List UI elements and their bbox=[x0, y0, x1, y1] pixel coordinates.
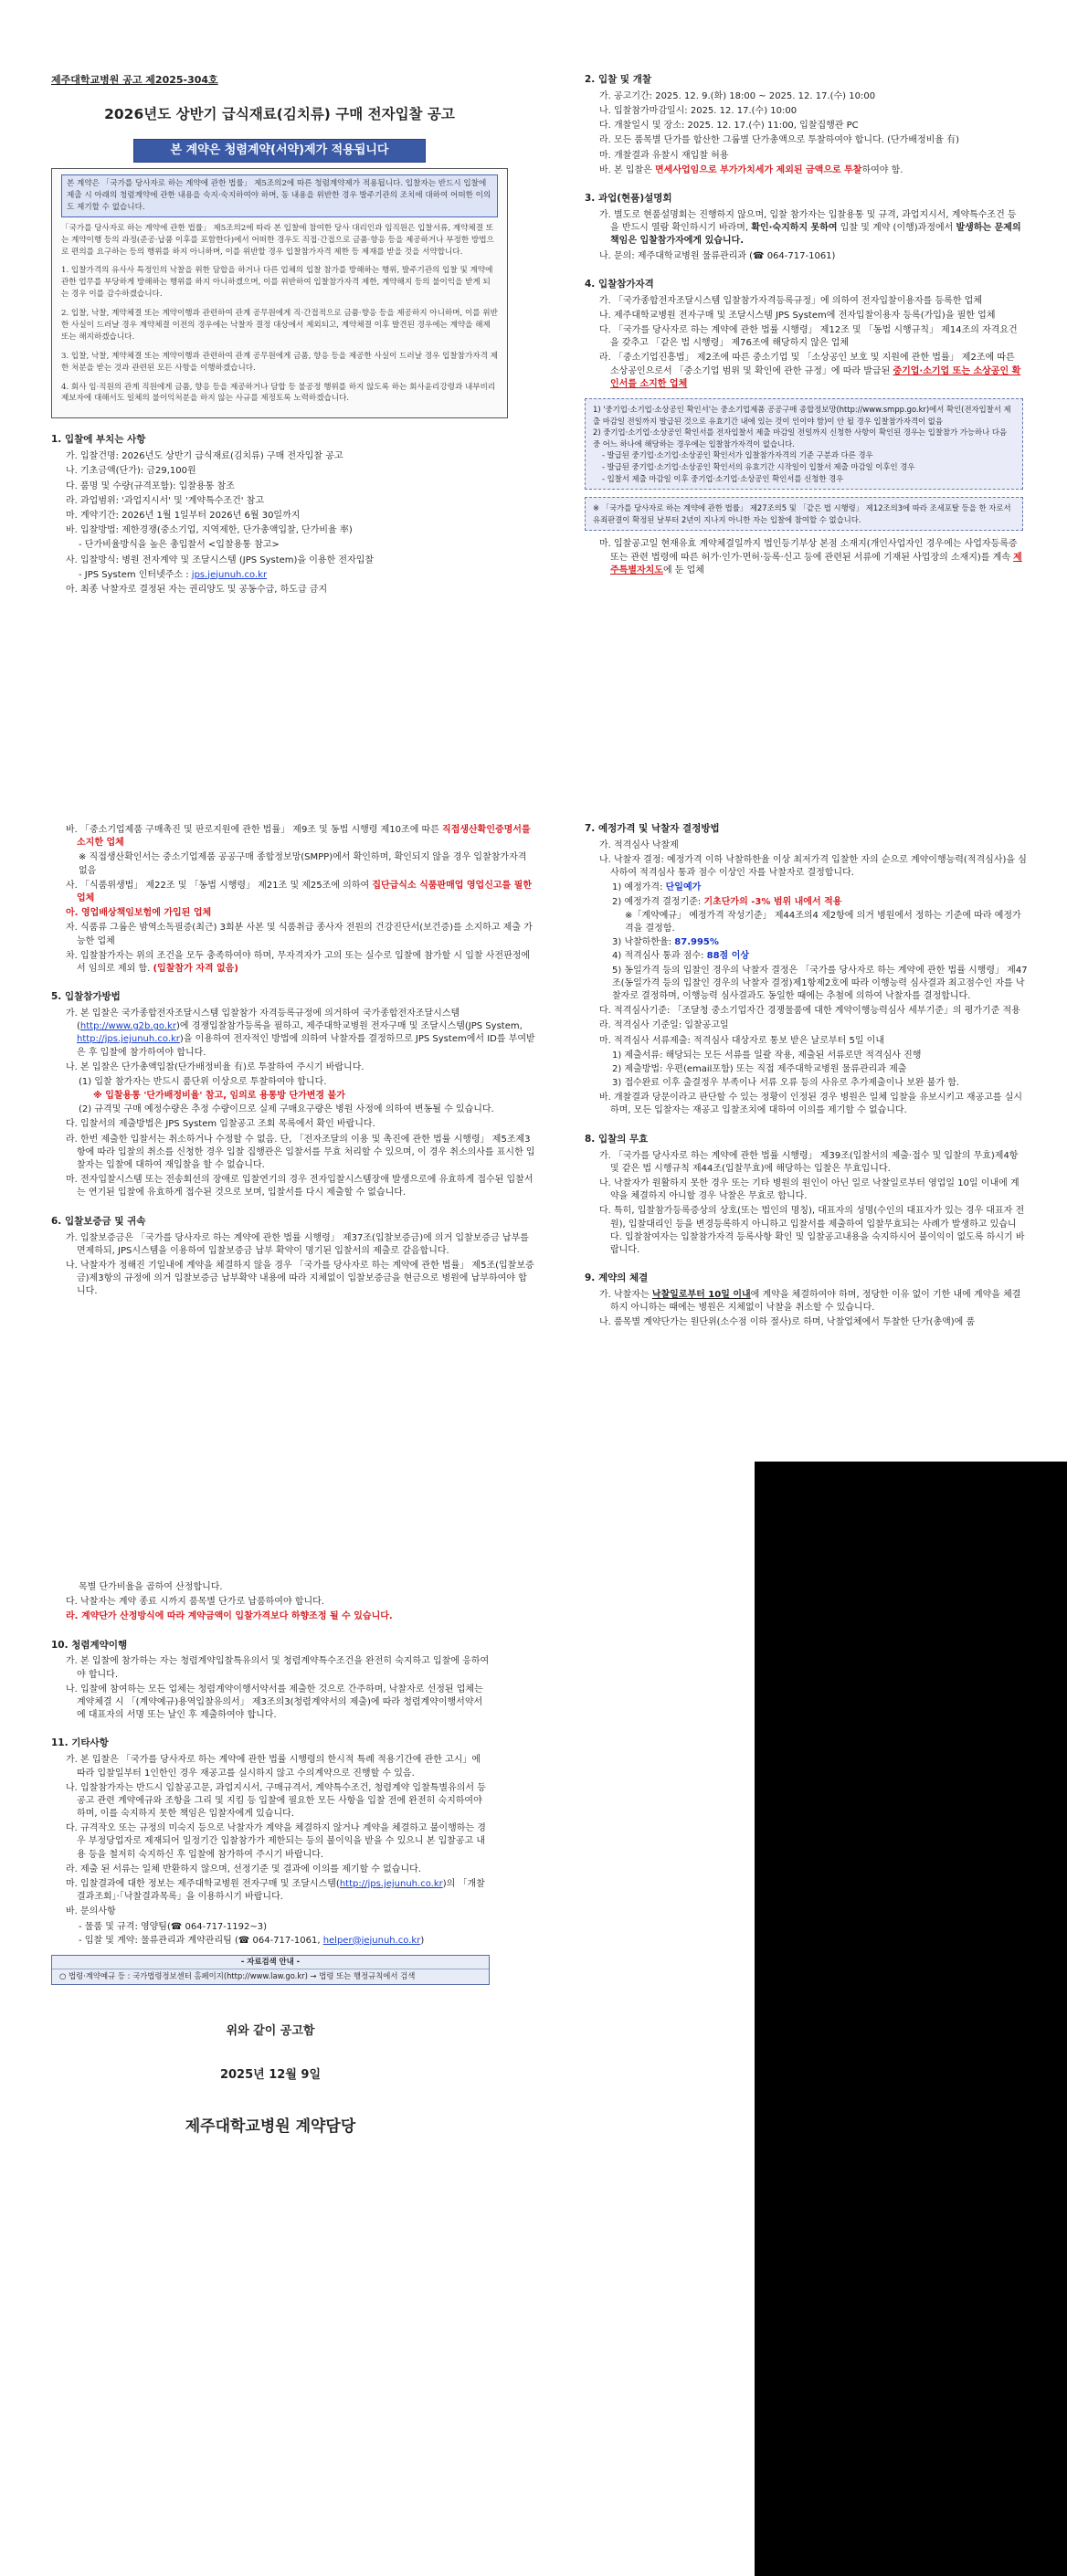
section-title: 4. 입찰참가자격 bbox=[585, 278, 654, 290]
section-title: 3. 과업(현품)설명회 bbox=[585, 193, 672, 205]
intro-para: 1. 입찰가격의 유사사 특정인의 낙찰을 위한 담합을 하거나 다른 업체의 입찰 참가를 방해하는 행위, 발주기관의 입찰 및 계약에 관한 업무를 부당하게 방해하는 행위를 하지 아니하겠으며, 이를 위반하여 입찰참가자격 제한, 계약해지 등의 불이익을 받게 되는 경우 이를 감수하겠습니다. bbox=[61, 266, 493, 300]
note: ※ 직접생산확인서는 중소기업제품 공공구매 종합정보망(SMPP)에서 확인하며, 확인되지 않을 경우 입찰참가자격 없음 bbox=[79, 852, 527, 876]
text-run: 가. 별도로 현품설명회는 진행하지 않으며, 입찰 참가자는 입찰용통 및 규격, 과업지시서, 계약특수조건 등을 반드시 열람 확인하시기 바라며, bbox=[599, 209, 1017, 234]
intro-para: 「국가를 당사자로 하는 계약에 관한 법률」 제5조의2에 따라 본 입찰에 참여한 당사 대리인과 임직원은 입찰서류, 계약체결 또는 계약이행 등의 과정(준공·납품 이후를 포함한다)에서 어떠한 경우도 직접·간접으로 금품·향응 등을 제공하거나 부정한 방법으로 편의를 요구하는 등의 행위를 하지 아니하며, 이를 위반할 경우 입찰참가자격 제한 등 제재를 받을 것을 서약합니다. bbox=[61, 223, 494, 257]
section-title: 9. 계약의 체결 bbox=[585, 1272, 649, 1284]
list-item bbox=[66, 1878, 490, 1904]
text-run-red: 직접생산확인증명서를 소지한 업체 bbox=[77, 825, 531, 849]
tax-evasion-notice-box: ※ 「국가를 당사자로 하는 계약에 관한 법률」 제27조의5 및 「같은 법 시행령」 제12조의3에 따라 조세포탈 등을 한 자로서 유죄판결이 확정된 날부터 2년이 지나지 아니한 자는 입찰에 참여할 수 없습니다. bbox=[585, 497, 1023, 531]
list-item: 마. 적격심사 서류제출: 적격심사 대상자로 통보 받은 날로부터 5일 이내 bbox=[599, 1035, 884, 1046]
intro-para: 3. 입찰, 낙찰, 계약체결 또는 계약이행과 관련하여 관계 공무원에게 금품, 향응 등을 제공한 사실이 드러날 경우 입찰참가자격 제한 처분을 받는 것과 관련된 모든 사항을 이행하겠습니다. bbox=[61, 351, 498, 373]
list-item: 라. 한번 제출한 입찰서는 취소하거나 수정할 수 없음. 단, 「전자조달의 이용 및 촉진에 관한 법률 시행령」 제5조제3항에 따라 입찰의 취소를 신청한 경우 입찰 집행관은 입찰서를 무효 처리할 수 있으며, 이 경우 취소의사를 표시한 입찰자는 입찰에 대하여 재입찰을 할 수 없습니다. bbox=[66, 1134, 535, 1171]
text-run-blue: 단일예가 bbox=[665, 882, 702, 893]
box-line: - 발급된 중기업·소기업·소상공인 확인서의 유효기간 시작일이 입찰서 제출 마감일 이후인 경우 bbox=[602, 461, 915, 471]
intro-para: 4. 회사 임·직원의 관계 직원에게 금품, 향응 등을 제공하거나 담합 등 불공정 행위를 하지 않도록 하는 회사윤리강령과 내부비리 제보자에 대해서도 일체의 불이익처분을 하지 않는 사규를 제정토록 노력하겠습니다. bbox=[61, 382, 496, 404]
text-run-bold: 발생하는 문제의 책임은 입찰참가자에게 있습니다. bbox=[610, 223, 1021, 247]
text-run: - 입찰 및 계약: 물류관리과 계약관리팀 (☎ 064-717-1061, bbox=[79, 1935, 323, 1946]
box-line: 1) '중기업·소기업·소상공인 확인서'는 중소기업제품 공공구매 종합정보망(http://www.smpp.go.kr)에서 확인(전자입찰서 제출 마감일 전일까지 발급된 것으로 유효기간 내에 있는 것이 인이야 함)이 안 될 경우 입찰참가자격이 없음 bbox=[593, 404, 1011, 426]
list-item: 아. 영업배상책임보험에 가입된 업체 bbox=[66, 908, 212, 919]
section-2 bbox=[585, 73, 1023, 177]
list-item: 바. 문의사항 bbox=[66, 1906, 116, 1917]
list-item: 나. 낙찰자가 정해진 기일내에 계약을 체결하지 않을 경우 「국가를 당사자로 하는 계약에 관한 법률」 제5조(입찰보증금)제3항의 규정에 의거 입찰보증금 납부확약 내용에 따라 지체없이 입찰보증금을 현금으로 병원에 납부하여야 합니다. bbox=[66, 1260, 534, 1297]
list-item: 마. 전자입찰시스템 또는 전송회선의 장애로 입찰연기의 경우 전자입찰시스템장애 발생으로에 유효하게 접수된 입찰서는 연기된 입찰에 유효하게 접수된 것으로 보며, 입찰서를 다시 제출할 수 없습니다. bbox=[66, 1175, 534, 1198]
page-1 bbox=[0, 0, 1067, 786]
list-subitem bbox=[612, 950, 1028, 963]
list-item: 가. 「국가를 당사자로 하는 계약에 관한 법률 시행령」 제39조(입찰서의 제출·접수 및 입찰의 무효)제4항 및 같은 법 시행규칙 제44조(입찰무효)에 해당하는 입찰은 무효입니다. bbox=[599, 1150, 1019, 1174]
list-item: 가. 입찰건명: 2026년도 상반기 급식재료(김치류) 구매 전자입찰 공고 bbox=[66, 451, 343, 462]
reference-box-title: - 자료검색 안내 - bbox=[240, 1956, 301, 1966]
email-link[interactable]: helper@jejunuh.co.kr bbox=[322, 1935, 421, 1946]
list-item: 나. 입찰에 참여하는 모든 업체는 청렴계약이행서약서를 제출한 것으로 간주하며, 낙찰자로 선정된 업체는 계약체결 시 「(계약예규)용역입찰유의서」 제3조의3(청렴계약서의 제출)에 따라 청렴계약이행서약서에 대표자의 서명 또는 날인 후 제출하여야 합니다. bbox=[66, 1684, 483, 1721]
list-subitem bbox=[612, 896, 1028, 909]
section-6 bbox=[51, 1215, 535, 1299]
list-item: 나. 입찰참가자는 반드시 입찰공고문, 과업지시서, 구매규격서, 계약특수조건, 청렴계약 입찰특별유의서 등 공고 관련 계약에규와 조항을 그리 및 지킴 등 입찰에 필요한 모든 사항을 입찰 전에 완전히 숙지하여야 하며, 이를 숙지하지 못한 책임은 입찰자에게 있습니다. bbox=[66, 1782, 486, 1820]
list-subitem: 1) 제출서류: 해당되는 모든 서류를 일괄 작용, 제출된 서류로만 적격심사 진행 bbox=[612, 1050, 922, 1061]
list-item: 다. 적격심사기준: 「조달청 중소기업자간 경쟁물품에 대한 계약이행능력심사 세부기준」의 평가기준 적용 bbox=[599, 1006, 1020, 1017]
list-subitem: (2) 규격및 구매 예정수량은 추정 수량이므로 실제 구매요구량은 병원 사정에 의하여 변동될 수 있습니다. bbox=[79, 1104, 494, 1115]
text-run: 하여야 함. bbox=[861, 164, 903, 175]
list-subitem: (1) 입찰 참가자는 반드시 품단위 이상으로 투찰하여야 합니다. bbox=[79, 1076, 327, 1087]
page-1-right-column bbox=[585, 73, 1023, 579]
list-item bbox=[599, 538, 1023, 577]
list-item: 자. 식품류 그룹은 밤역소독필증(최근) 3회분 사본 및 식품취급 종사자 전원의 건강진단서(보건증)를 소지하고 제출 가능한 업체 bbox=[66, 923, 533, 946]
list-item bbox=[66, 880, 535, 905]
notice-id: 제주대학교병원 공고 제2025-304호 bbox=[51, 74, 218, 86]
text-run: 차. 입찰참가자는 위의 조건을 모두 충족하여야 하며, 무자격자가 고의 또는 실수로 입찰에 참가할 시 입찰 사전판정에서 임의로 제외 함. bbox=[66, 950, 531, 974]
text-run: 가. 낙찰자는 bbox=[599, 1289, 652, 1300]
continued-text: 목별 단가비율을 곱하여 산정합니다. bbox=[79, 1582, 223, 1592]
list-item: 가. 입찰보증금은 「국가를 당사자로 하는 계약에 관한 법률 시행령」 제37조(입찰보증금)에 의거 입찰보증금 납부를 면제하되, JPS시스템을 이용하여 입찰보증금 납부 확약이 명기된 입찰서의 제출로 갈음합니다. bbox=[66, 1232, 529, 1256]
list-item: 나. 본 입찰은 단가총액입찰(단가배정비율 有)로 투찰하여 주시기 바랍니다. bbox=[66, 1061, 364, 1072]
contact-line: - 물품 및 규격: 영양팀(☎ 064-717-1192~3) bbox=[79, 1921, 267, 1932]
list-subitem-red: ※ 입찰용통 '단가배정비율' 참고, 임의로 용통방 단가변경 불가 bbox=[93, 1091, 345, 1102]
reference-box-row: ○ 법령·계약예규 등 : 국가법령정보센터 홈페이지(http://www.law.go.kr) → 법령 또는 행정규칙에서 검색 bbox=[52, 1969, 489, 1984]
list-item: 다. 입찰서의 제출방법은 JPS System 입찰공고 조회 목록에서 확인 바랍니다. bbox=[66, 1119, 375, 1130]
text-run-blue: 87.995% bbox=[674, 937, 719, 948]
list-item: 다. 규격작오 또는 규정의 미숙지 등으로 낙찰자가 계약을 체결하지 않거나 계약을 체결하고 불이행하는 경우 부정당업자로 제재되어 일정기간 입찰참가가 제한되는 등의 불이익을 받을 수 있으니 본 입찰공고 내용 등을 철저히 숙지하신 후 입찰에 참가하여 주시기 바랍니다. bbox=[66, 1823, 486, 1860]
section-8 bbox=[585, 1133, 1028, 1257]
list-item: 마. 개찰결과 유찰시 재입찰 허용 bbox=[599, 150, 729, 161]
list-item bbox=[66, 950, 535, 976]
text-run-blue: 88점 이상 bbox=[706, 951, 750, 962]
section-1 bbox=[51, 433, 508, 596]
section-10 bbox=[51, 1639, 490, 1723]
list-subitem: 3) 접수완료 이후 출결정우 부족이나 서류 오류 등의 사유로 추가제출이나 보완 불가 함. bbox=[612, 1078, 960, 1089]
text-run: )에 경쟁입찰참가등록을 필하고, 제주대학교병원 전자구매 및 조달시스템(JPS System, bbox=[175, 1021, 523, 1032]
box-line: - 발급된 중기업·소기업·소상공인 확인서가 입찰참가자격의 기준 구분과 다른 경우 bbox=[602, 450, 873, 460]
text-run: 에 계약을 체결하여야 하며, 정당한 이유 없이 기한 내에 계약을 체결하지 아니하는 때에는 병원은 지체없이 낙찰을 취소할 수 있습니다. bbox=[610, 1289, 1021, 1314]
intro-para: 2. 입찰, 낙찰, 계약체결 또는 계약이행과 관련하여 관계 공무원에게 직·간접적으로 금품·향응 등을 제공하지 아니하며, 이를 위반한 사실이 드러날 경우 계약체결 이전의 경우에는 낙찰자 결정 대상에서 제외되고, 계약체결 이후 발견된 경우에는 계약을 해제 또는 해지하겠습니다. bbox=[61, 309, 498, 342]
section-title: 8. 입찰의 무효 bbox=[585, 1133, 649, 1145]
section-9 bbox=[585, 1272, 1028, 1329]
text-run: 바. 본 입찰은 bbox=[599, 164, 656, 175]
section-title: 1. 입찰에 부치는 사항 bbox=[51, 434, 146, 446]
page-2-left-column bbox=[51, 822, 535, 1300]
list-item: 가. 공고기간: 2025. 12. 9.(화) 18:00 ~ 2025. 12. 17.(수) 10:00 bbox=[599, 90, 876, 101]
list-subitem: 2) 제출방법: 우편(email포함) 또는 직접 제주대학교병원 물류관리과 제출 bbox=[612, 1063, 907, 1074]
list-item: 바. 입찰방법: 제한경쟁(중소기업, 지역제한, 단가총액입찰, 단가비율 率) bbox=[66, 525, 353, 536]
section-title: 5. 입찰참가방법 bbox=[51, 991, 121, 1003]
page-2-right-column bbox=[585, 822, 1028, 1332]
list-item: 다. 개찰일시 및 장소: 2025. 12. 17.(수) 11:00, 입찰집행관 PC bbox=[599, 121, 859, 132]
list-item: 다. 낙찰자는 계약 종료 시까지 품목별 단가로 납품하여야 합니다. bbox=[66, 1597, 324, 1608]
reference-search-box bbox=[51, 1955, 490, 1985]
section-11 bbox=[51, 1737, 490, 1948]
contact-line bbox=[79, 1935, 490, 1948]
text-run-red: 제주특별자치도 bbox=[610, 552, 1022, 575]
list-item: 나. 입찰참가마감일시: 2025. 12. 17.(수) 10:00 bbox=[599, 106, 798, 117]
text-run: 가. 본 입찰은 국가종합전자조달시스템 입찰참가 자격등록규정에 의거하여 국가종합전자조달시스템( bbox=[66, 1008, 460, 1032]
text-run: 마. 입찰결과에 대한 정보는 제주대학교병원 전자구매 및 조달시스템( bbox=[66, 1879, 340, 1889]
tax-free-note: 면세사업임으로 부가가치세가 제외된 금액으로 투찰 bbox=[655, 164, 862, 175]
list-item: 다. 특히, 입찰참가등록증상의 상호(또는 법인의 명칭), 대표자의 성명(수인의 대표자가 있는 경우 대표자 전원), 입찰대리인 등을 변경등록하지 아니하고 입찰서를 제출하여 입찰무효되는 사례가 발생하고 있습니다. 입찰참여자는 입찰참가자격 등록사항 확인 및 입찰공고내용을 숙지하시어 불이익이 없도록 하시기 바랍니다. bbox=[599, 1206, 1025, 1255]
text-run-red: 중기업·소기업 또는 소상공인 확인서를 소지한 업체 bbox=[610, 365, 1021, 389]
jps-link[interactable]: jps.jejunuh.co.kr bbox=[191, 569, 268, 580]
page-1-left-column bbox=[51, 73, 508, 598]
page-3 bbox=[0, 1580, 1067, 2576]
list-item bbox=[66, 824, 535, 850]
list-item: 다. 품명 및 수량(규격포함): 입찰용통 참조 bbox=[66, 480, 235, 491]
section-title: 7. 예정가격 및 낙찰자 결정방법 bbox=[585, 823, 720, 834]
list-item: 가. 본 입찰에 참가하는 자는 청렴계약입찰특유의서 및 청렴계약특수조건을 완전히 숙지하고 입찰에 응하여야 합니다. bbox=[66, 1656, 490, 1680]
list-item: 라. 적격심사 기준일: 입찰공고일 bbox=[599, 1020, 729, 1031]
section-title: 10. 청렴계약이행 bbox=[51, 1639, 128, 1651]
list-item: 가. 「국가종합전자조달시스템 입찰참가자격등록규정」에 의하여 전자입찰이용자를 등록한 업체 bbox=[599, 295, 982, 306]
list-subitem bbox=[612, 882, 1028, 894]
list-subitem bbox=[612, 936, 1028, 949]
list-item: 다. 「국가를 당사자로 하는 계약에 관한 법률 시행령」 제12조 및 「동법 시행규칙」 제14조의 자격요건을 갖추고 「같은 법 시행령」 제76조에 해당하지 않은 업체 bbox=[599, 324, 1018, 349]
box-line: - 입찰서 제출 마감일 이후 중기업·소기업·소상공인 확인서를 신청한 경우 bbox=[602, 473, 844, 483]
list-item bbox=[599, 164, 1023, 177]
sme-certificate-notice-box bbox=[585, 398, 1023, 490]
list-item bbox=[66, 1008, 535, 1060]
list-item: 나. 낙찰자가 원활하지 못한 경우 또는 기타 병원의 원인이 아닌 일로 낙찰일로부터 영업일 10일 이내에 계약을 체결하지 아니할 경우 낙찰은 무효로 합니다. bbox=[599, 1177, 1019, 1202]
list-item: 나. 품목별 계약단가는 원단위(소수점 이하 절사)로 하며, 낙찰업체에서 투찰한 단가(총액)에 품 bbox=[599, 1317, 976, 1328]
text-run-bold: 확인·숙지하지 못하여 bbox=[751, 223, 838, 234]
text-run: 에 둔 업체 bbox=[662, 565, 704, 575]
section-title: 2. 입찰 및 개찰 bbox=[585, 74, 651, 85]
jps-label: - JPS System 인터넷주소 : bbox=[79, 569, 192, 580]
jps-link[interactable]: http://jps.jejunuh.co.kr bbox=[77, 1034, 180, 1045]
text-run-red: (입찰참가 자격 없음) bbox=[153, 963, 238, 974]
list-item: 나. 기초금액(단가): 금29,100원 bbox=[66, 466, 196, 477]
list-item: 라. 계약단가 산정방식에 따라 계약금액이 입찰가격보다 하향조정 될 수 있습니다. bbox=[66, 1611, 393, 1622]
text-run: )을 이용하여 전자적인 방법에 의하여 낙찰자를 결정하므로 JPS System에서 ID를 부여받은 후 입찰에 참가하여야 합니다. bbox=[77, 1034, 535, 1058]
list-item: 라. 제출 된 서류는 일체 반환하지 않으며, 선정기준 및 결과에 이의를 제기할 수 없습니다. bbox=[66, 1863, 421, 1874]
section-7 bbox=[585, 822, 1028, 1118]
list-item bbox=[599, 209, 1023, 248]
text-run-underline: 낙찰일로부터 10일 이내 bbox=[651, 1289, 751, 1300]
closing-date: 2025년 12월 9일 bbox=[219, 2068, 322, 2083]
text-run: 2) 예정가격 결정기준: bbox=[612, 896, 704, 907]
text-run-red: 집단급식소 식품판매업 영업신고를 필한 업체 bbox=[77, 880, 532, 903]
list-item: 나. 문의: 제주대학교병원 물류관리과 (☎ 064-717-1061) bbox=[599, 250, 836, 261]
section-title: 6. 입찰보증금 및 귀속 bbox=[51, 1215, 146, 1227]
page-3-left-column bbox=[51, 1580, 490, 2138]
integrity-banner: 본 계약은 청렴계약(서약)제가 적용됩니다 bbox=[133, 139, 426, 163]
list-item: 가. 적격심사 낙찰제 bbox=[599, 839, 679, 850]
list-subitem bbox=[79, 569, 508, 582]
list-item: 나. 낙찰자 결정: 예정가격 이하 낙찰하한율 이상 최저가격 입찰한 자의 순으로 계약이행능력(적격심사)을 심사하여 적격심사 통과 점수 이상인 자를 낙찰자로 결정합니다. bbox=[599, 855, 1027, 879]
text-run: )의 「개찰결과조회」·「낙찰결과목록」을 이용하시기 바랍니다. bbox=[77, 1879, 485, 1903]
list-item: 나. 제주대학교병원 전자구매 및 조달시스템 JPS System에 전자입찰이용자 등록(가입)을 필한 업체 bbox=[599, 310, 996, 321]
document-title: 2026년도 상반기 급식재료(김치류) 구매 전자입찰 공고 bbox=[104, 105, 455, 122]
section-title: 11. 기타사항 bbox=[51, 1737, 109, 1749]
list-item: 가. 본 입찰은 「국가를 당사자로 하는 계약에 관한 법률 시행령의 한시적 특례 적용기간에 관한 고시」에 따라 입찰일부터 1인한인 경우 재공고를 실시하지 않고 수의계약으로 진행할 수 있음. bbox=[66, 1755, 481, 1779]
list-item: 사. 입찰방식: 병원 전자계약 및 조달시스템 (JPS System)을 이용한 전자입찰 bbox=[66, 554, 375, 565]
text-run: 입찰 및 계약 (이행)과정에서 bbox=[837, 223, 956, 234]
list-subitem: 5) 동일가격 등의 입찰인 경우의 낙찰자 결정은 「국가를 당사자로 하는 계약에 관한 법률 시행령」 제47조(동일가격 등의 입찰인 경우의 낙찰자 결정)제1항제2호에 따라 이행능력 심사결과 최고점수인 자를 낙찰자로 결정하며, 이행능력 심사결과도 동일한 때에는 추첨에 의하여 낙찰자를 결정합니다. bbox=[612, 965, 1028, 1001]
text-run: 사. 「식품위생법」 제22조 및 「동법 시행령」 제21조 및 제25조에 의하여 bbox=[66, 880, 373, 891]
text-run: 마. 입찰공고일 현재유효 계약체결일까지 법인등기부상 본점 소재지(개인사업자인 경우에는 사업자등록증 또는 관련 법령에 따른 허가·인가·면허·등록·신고 등에 관련된 서류에 기재된 사업장의 소재지)를 계속 bbox=[599, 539, 1018, 563]
text-run: 바. 「중소기업제품 구매촉진 및 판로지원에 관한 법률」 제9조 및 동법 시행령 제10조에 따른 bbox=[66, 825, 443, 835]
closing-organization: 제주대학교병원 계약담당 bbox=[185, 2117, 356, 2136]
text-run: ) bbox=[420, 1935, 425, 1946]
section-5 bbox=[51, 990, 535, 1200]
text-run: 3) 낙찰하한율: bbox=[612, 937, 675, 948]
list-item bbox=[599, 1289, 1028, 1314]
text-run: 라. 「중소기업진흥법」 제2조에 따른 중소기업 및 「소상공인 보호 및 지원에 관한 법률」 제2조에 따른 소상공인으로서 「중소기업 범위 및 확인에 관한 규정」에 따라 발급된 bbox=[599, 353, 1015, 376]
section-4 bbox=[585, 278, 1023, 577]
list-item: 라. 모든 품목별 단가를 합산한 그룹별 단가총액으로 투찰하여야 합니다. (단가배정비율 有) bbox=[599, 135, 960, 146]
text-run-red: 기초단가의 -3% 범위 내에서 적용 bbox=[703, 896, 842, 907]
box-line: 2) 중기업·소기업·소상공인 확인서를 전자입찰서 제출 마감일 전일까지 신청한 사항이 확인된 경우는 입찰참가 가능하나 다음 중 어느 하나에 해당하는 경우에는 입찰참가자격이 없습니다. bbox=[593, 428, 1008, 449]
intro-highlight: 본 계약은 「국가를 당사자로 하는 계약에 관한 법률」 제5조의2에 따른 청렴계약제가 적용됩니다. 입찰자는 반드시 입찰에 제출 시 아래의 청렴계약에 관한 내용을 숙지·숙지하여야 하며, 동 내용을 위반한 경우 발주기관의 조치에 대하여 어떠한 이의도 제기할 수 없습니다. bbox=[61, 174, 498, 217]
list-item: 마. 계약기간: 2026년 1월 1일부터 2026년 6월 30일까지 bbox=[66, 510, 301, 521]
list-item: 아. 최종 낙찰자로 결정된 자는 권리양도 및 공동수급, 하도급 금지 bbox=[66, 584, 328, 595]
text-run: 1) 예정가격: bbox=[612, 882, 666, 893]
section-3 bbox=[585, 192, 1023, 263]
closing-statement: 위와 같이 공고함 bbox=[226, 2023, 315, 2038]
list-item: 바. 개찰결과 당문이라고 판단할 수 있는 정황이 인정된 경우 병원은 일체 입찰을 유보시키고 재공고를 실시하며, 모든 입찰자는 재공고 입찰조치에 대하여 이의를 제기할 수 없습니다. bbox=[599, 1093, 1023, 1116]
g2b-link[interactable]: http://www.g2b.go.kr bbox=[79, 1021, 176, 1032]
list-item: 라. 과업범위: '과업지시서' 및 '계약특수조건' 참고 bbox=[66, 495, 264, 506]
jps-link[interactable]: http://jps.jejunuh.co.kr bbox=[339, 1879, 443, 1889]
integrity-intro-box bbox=[51, 168, 508, 418]
text-run: 4) 적격심사 통과 점수: bbox=[612, 951, 707, 962]
list-subitem: - 단가비율방식을 높은 총입찰서 <입찰용통 참고> bbox=[79, 540, 280, 551]
note: ※「계약예규」 예정가격 작성기준」 제44조의4 제2항에 의거 병원에서 정하는 기준에 따라 예정가격을 결정함. bbox=[625, 910, 1021, 934]
list-item bbox=[599, 352, 1023, 391]
